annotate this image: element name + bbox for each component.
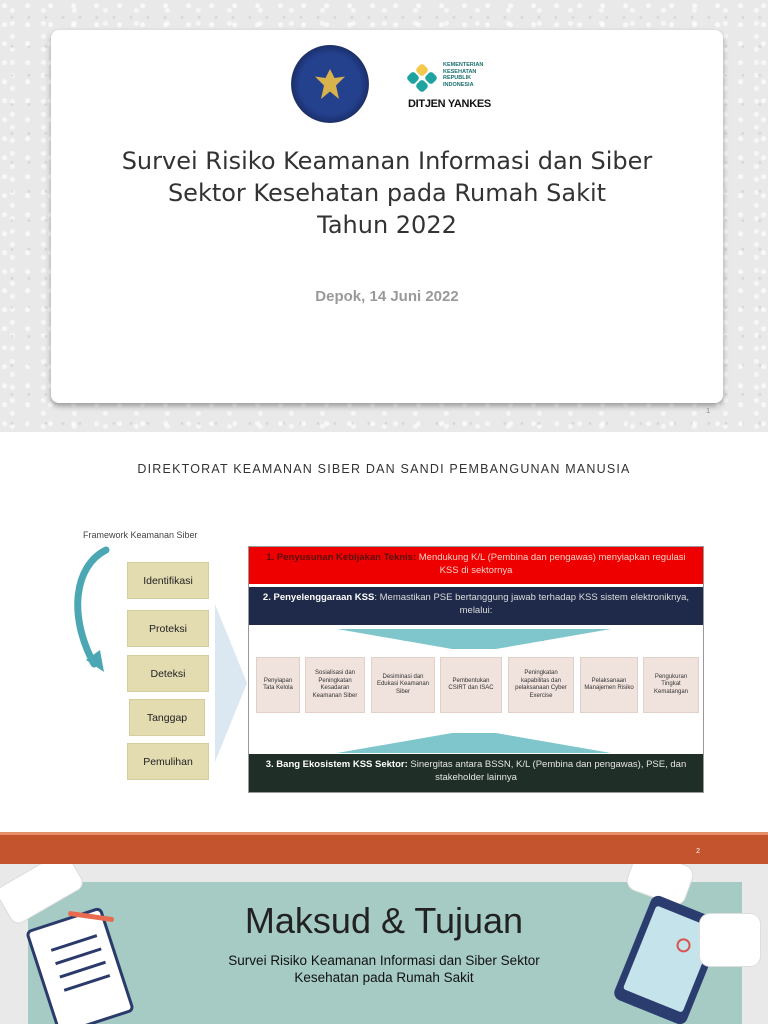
slide-3-title: Maksud & Tujuan bbox=[244, 900, 524, 941]
framework-item: Proteksi bbox=[127, 610, 209, 647]
step-box: Pembentukan CSIRT dan ISAC bbox=[440, 657, 502, 713]
funnel-up-arrow-icon bbox=[337, 733, 611, 753]
framework-item: Identifikasi bbox=[127, 562, 209, 599]
step-box: Pengukuran Tingkat Kematangan bbox=[643, 657, 699, 713]
title-line: Tahun 2022 bbox=[317, 211, 457, 239]
kemenkes-name: KEMENTERIAN KESEHATAN REPUBLIK INDONESIA bbox=[443, 62, 484, 88]
kss-program-frame bbox=[248, 546, 704, 793]
kemenkes-mark-icon bbox=[406, 63, 438, 93]
slide-1-title bbox=[51, 145, 723, 241]
band-title: 2. Penyelenggaraan KSS bbox=[262, 592, 375, 603]
band-text: Sinergitas antara BSSN, K/L (Pembina dan pengawas), PSE, dan stakeholder lainnya bbox=[407, 759, 687, 783]
slide-3-subtitle bbox=[0, 952, 768, 986]
subtitle-line: Kesehatan pada Rumah Sakit bbox=[294, 970, 474, 985]
framework-item: Tanggap bbox=[129, 699, 205, 736]
step-box: Sosialisasi dan Peningkatan Kesadaran Keamanan Siber bbox=[305, 657, 365, 713]
framework-item: Pemulihan bbox=[127, 743, 209, 780]
band-text: Mendukung K/L (Pembina dan pengawas) menyiapkan regulasi KSS di sektornya bbox=[416, 552, 686, 576]
page-number: 1 bbox=[706, 408, 710, 415]
title-line: Sektor Kesehatan pada Rumah Sakit bbox=[167, 179, 607, 207]
page-number: 2 bbox=[696, 848, 700, 855]
step-box: Desiminasi dan Edukasi Keamanan Siber bbox=[371, 657, 435, 713]
title-line: Survei Risiko Keamanan Informasi dan Siber bbox=[121, 147, 653, 175]
band-penyelenggaraan-kss bbox=[249, 587, 703, 625]
footer-bar bbox=[0, 832, 768, 864]
band-ekosistem-kss bbox=[249, 754, 703, 792]
ditjen-yankes-label: DITJEN YANKES bbox=[408, 98, 491, 110]
step-box: Peningkatan kapabilitas dan pelaksanaan Cyber Exercise bbox=[508, 657, 574, 713]
band-text: : Memastikan PSE bertanggung jawab terhadap KSS sistem elektroniknya, melalui: bbox=[374, 592, 690, 616]
slide-1-date: Depok, 14 Juni 2022 bbox=[315, 288, 459, 305]
slide-3 bbox=[0, 864, 768, 1024]
chevron-right-icon bbox=[215, 604, 247, 762]
framework-item: Deteksi bbox=[127, 655, 209, 692]
funnel-down-arrow-icon bbox=[337, 629, 611, 649]
band-kebijakan-teknis bbox=[249, 547, 703, 584]
garuda-emblem-icon bbox=[315, 69, 345, 99]
band-title: 1. Penyusunan Kebijakan Teknis: bbox=[266, 552, 417, 563]
step-box: Pelaksanaan Manajemen Risiko bbox=[580, 657, 638, 713]
band-title: 3. Bang Ekosistem KSS Sektor: bbox=[265, 759, 408, 770]
directorate-header: DIREKTORAT KEAMANAN SIBER DAN SANDI PEMBANGUNAN MANUSIA bbox=[137, 462, 631, 476]
slide-2 bbox=[0, 432, 768, 864]
kemenkes-logo bbox=[406, 60, 516, 116]
subtitle-line: Survei Risiko Keamanan Informasi dan Siber Sektor bbox=[228, 953, 540, 968]
bssn-logo bbox=[291, 45, 369, 123]
framework-label: Framework Keamanan Siber bbox=[83, 530, 198, 540]
step-box: Penyiapan Tata Kelola bbox=[256, 657, 300, 713]
slide-1 bbox=[0, 0, 768, 432]
cycle-arrow-icon bbox=[68, 546, 128, 676]
title-card bbox=[51, 30, 723, 403]
